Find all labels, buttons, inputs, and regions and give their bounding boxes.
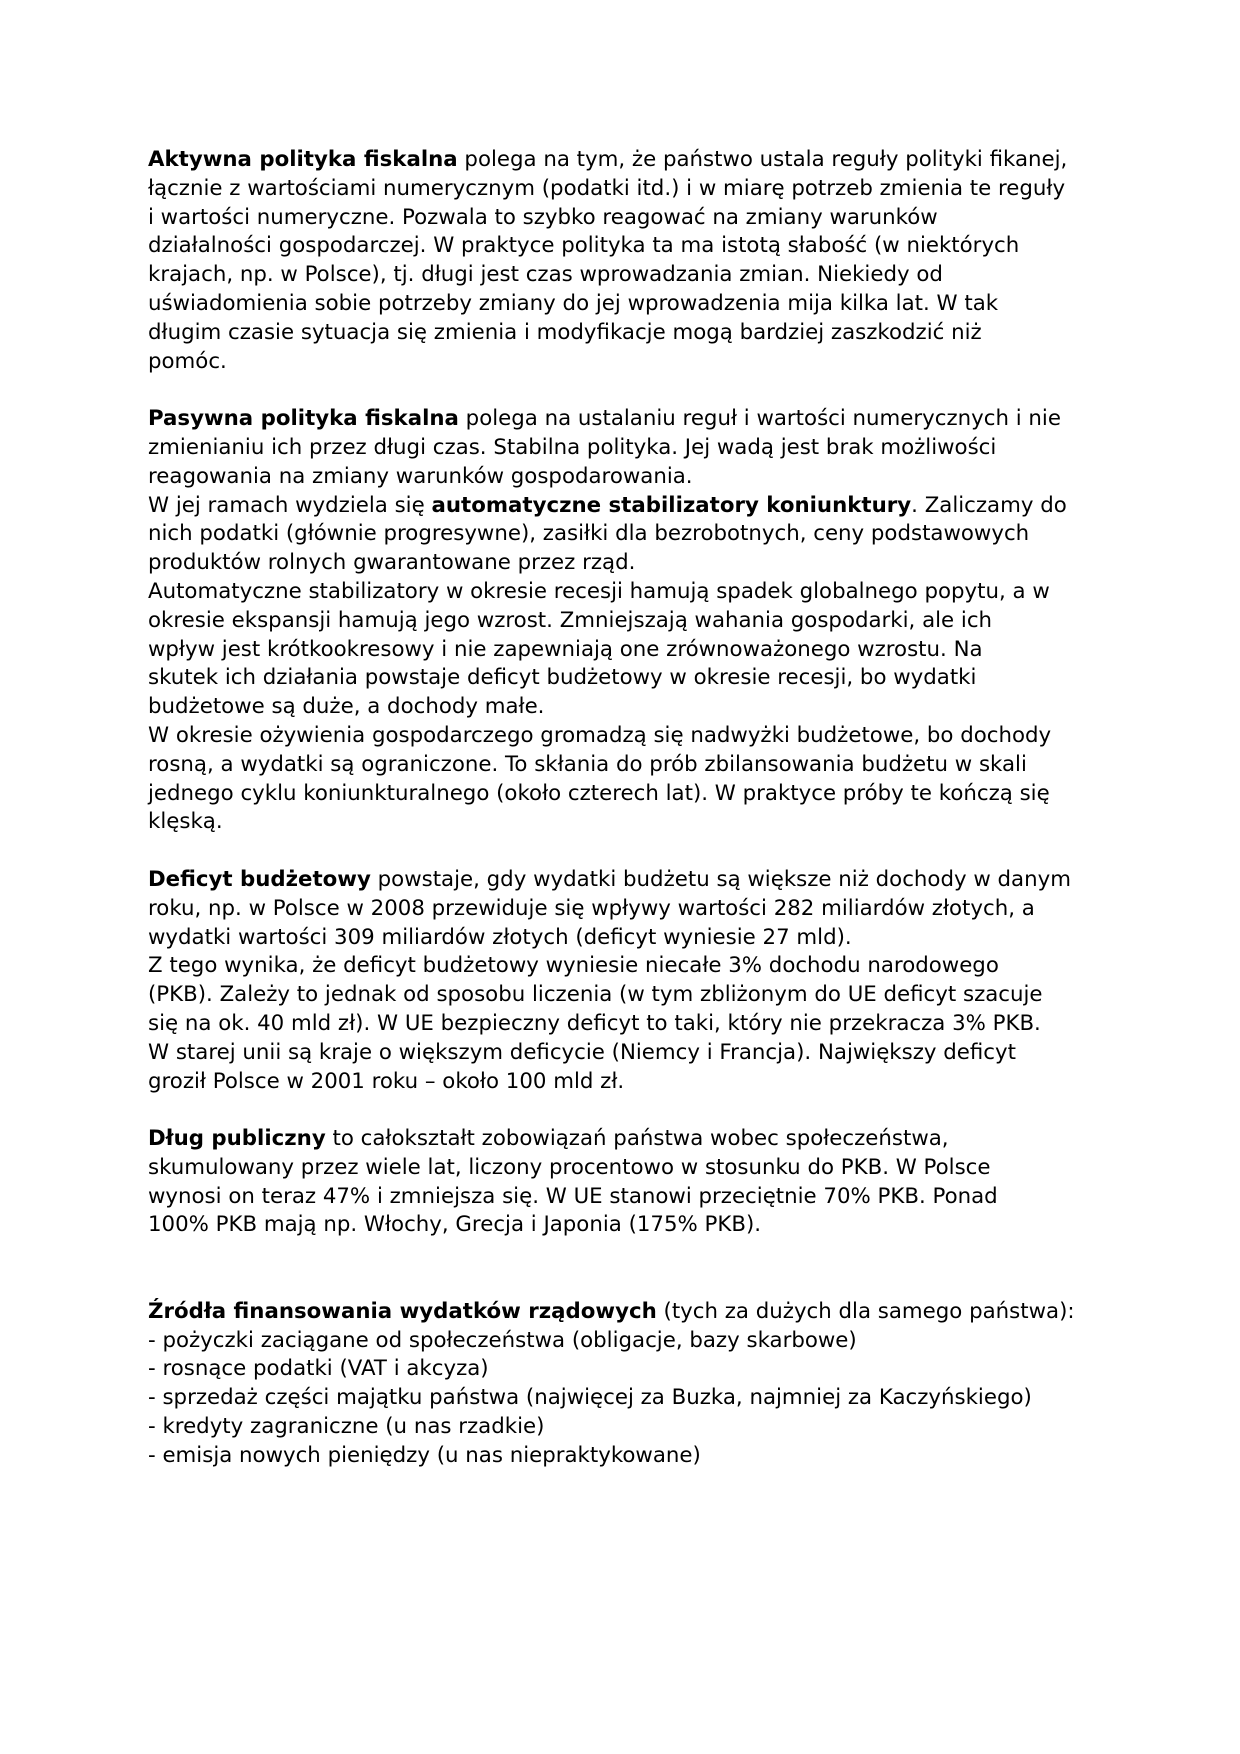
text-line: groził Polsce w 2001 roku – około 100 mld zł. xyxy=(148,1068,625,1094)
term-pasywna-polityka-fiskalna: Pasywna polityka fiskalna xyxy=(148,406,459,432)
term-zrodla-finansowania: Źródła finansowania wydatków rządowych xyxy=(148,1298,657,1324)
text-line xyxy=(148,866,1098,895)
text-line xyxy=(148,405,1098,434)
paragraph-dlug-publiczny xyxy=(148,1125,1098,1240)
text-line: skumulowany przez wiele lat, liczony procentowo w stosunku do PKB. W Polsce xyxy=(148,1154,991,1180)
list-item: - sprzedaż części majątku państwa (najwięcej za Buzka, najmniej za Kaczyńskiego) xyxy=(148,1385,1032,1411)
term-dlug-publiczny: Dług publiczny xyxy=(148,1126,326,1152)
text-line: działalności gospodarczej. W praktyce polityka ta ma istotą słabość (w niektórych xyxy=(148,233,1020,259)
term-automatyczne-stabilizatory: automatyczne stabilizatory koniunktury xyxy=(431,492,912,518)
text-run: polega na tym, że państwo ustala reguły polityki fikanej, xyxy=(457,147,1068,172)
paragraph-spacer xyxy=(148,837,1098,866)
text-line: roku, np. w Polsce w 2008 przewiduje się wpływy wartości 282 miliardów złotych, a xyxy=(148,895,1035,921)
text-run: (tych za dużych dla samego państwa): xyxy=(656,1298,1075,1324)
text-line: uświadomienia sobie potrzeby zmiany do jej wprowadzenia mija kilka lat. W tak xyxy=(148,290,999,316)
text-line: skutek ich działania powstaje deficyt budżetowy w okresie recesji, bo wydatki xyxy=(148,665,977,691)
text-run: polega na ustalaniu reguł i wartości numerycznych i nie xyxy=(458,406,1061,432)
text-line: (PKB). Zależy to jednak od sposobu liczenia (w tym zbliżonym do UE deficyt szacuje xyxy=(148,982,1043,1008)
text-line xyxy=(148,1125,1098,1154)
text-line: okresie ekspansji hamują jego wzrost. Zmniejszają wahania gospodarki, ale ich xyxy=(148,607,993,633)
text-line: i wartości numeryczne. Pozwala to szybko reagować na zmiany warunków xyxy=(148,204,938,230)
text-line: długim czasie sytuacja się zmienia i modyfikacje mogą bardziej zaszkodzić niż xyxy=(148,319,982,345)
text-line: wydatki wartości 309 miliardów złotych (deficyt wyniesie 27 mld). xyxy=(148,924,852,950)
text-line xyxy=(148,1298,1098,1327)
text-line: W starej unii są kraje o większym deficycie (Niemcy i Francja). Największy deficyt xyxy=(148,1039,1016,1065)
text-line: reagowania na zmiany warunków gospodarowania. xyxy=(148,463,693,489)
text-line xyxy=(148,146,1098,175)
document-body xyxy=(148,146,1098,1471)
text-line: łącznie z wartościami numerycznym (podatki itd.) i w miarę potrzeb zmienia te reguły xyxy=(148,175,1066,201)
list-item: - rosnące podatki (VAT i akcyza) xyxy=(148,1356,489,1382)
paragraph-zrodla-finansowania xyxy=(148,1298,1098,1471)
text-line: produktów rolnych gwarantowane przez rząd. xyxy=(148,550,636,576)
text-line: się na ok. 40 mld zł). W UE bezpieczny deficyt to taki, który nie przekracza 3% PKB. xyxy=(148,1010,1041,1036)
text-run: powstaje, gdy wydatki budżetu są większe niż dochody w danym xyxy=(370,866,1071,892)
text-line: Z tego wynika, że deficyt budżetowy wyniesie niecałe 3% dochodu narodowego xyxy=(148,953,999,979)
paragraph-aktywna-polityka xyxy=(148,146,1098,376)
text-line: klęską. xyxy=(148,809,223,835)
paragraph-spacer xyxy=(148,1240,1098,1298)
text-line: wpływ jest krótkookresowy i nie zapewniają one zrównoważonego wzrostu. Na xyxy=(148,636,983,662)
list-item: - kredyty zagraniczne (u nas rzadkie) xyxy=(148,1414,545,1440)
text-line: krajach, np. w Polsce), tj. długi jest czas wprowadzania zmian. Niekiedy od xyxy=(148,262,943,288)
text-line xyxy=(148,492,1098,521)
list-item: - emisja nowych pieniędzy (u nas niepraktykowane) xyxy=(148,1442,701,1468)
text-line: jednego cyklu koniunkturalnego (około czterech lat). W praktyce próby te kończą się xyxy=(148,780,1050,806)
paragraph-deficyt-budzetowy xyxy=(148,866,1098,1096)
text-line: budżetowe są duże, a dochody małe. xyxy=(148,694,545,720)
paragraph-spacer xyxy=(148,376,1098,405)
text-line: 100% PKB mają np. Włochy, Grecja i Japonia (175% PKB). xyxy=(148,1212,762,1238)
text-run: W jej ramach wydziela się xyxy=(148,492,432,518)
text-line: wynosi on teraz 47% i zmniejsza się. W UE stanowi przeciętnie 70% PKB. Ponad xyxy=(148,1183,998,1209)
paragraph-pasywna-polityka xyxy=(148,405,1098,837)
text-line: Automatyczne stabilizatory w okresie recesji hamują spadek globalnego popytu, a w xyxy=(148,578,1050,604)
text-line: zmienianiu ich przez długi czas. Stabilna polityka. Jej wadą jest brak możliwości xyxy=(148,434,997,460)
text-line: nich podatki (głównie progresywne), zasiłki dla bezrobotnych, ceny podstawowych xyxy=(148,521,1030,547)
text-run: to całokształt zobowiązań państwa wobec społeczeństwa, xyxy=(325,1126,949,1152)
text-line: pomóc. xyxy=(148,348,227,374)
list-item: - pożyczki zaciągane od społeczeństwa (obligacje, bazy skarbowe) xyxy=(148,1327,857,1353)
text-line: rosną, a wydatki są ograniczone. To skłania do prób zbilansowania budżetu w skali xyxy=(148,751,1027,777)
text-run: . Zaliczamy do xyxy=(911,492,1067,518)
term-deficyt-budzetowy: Deficyt budżetowy xyxy=(148,866,371,892)
text-line: W okresie ożywienia gospodarczego gromadzą się nadwyżki budżetowe, bo dochody xyxy=(148,722,1052,748)
term-aktywna-polityka-fiskalna: Aktywna polityka fiskalna xyxy=(148,147,458,172)
paragraph-spacer xyxy=(148,1096,1098,1125)
